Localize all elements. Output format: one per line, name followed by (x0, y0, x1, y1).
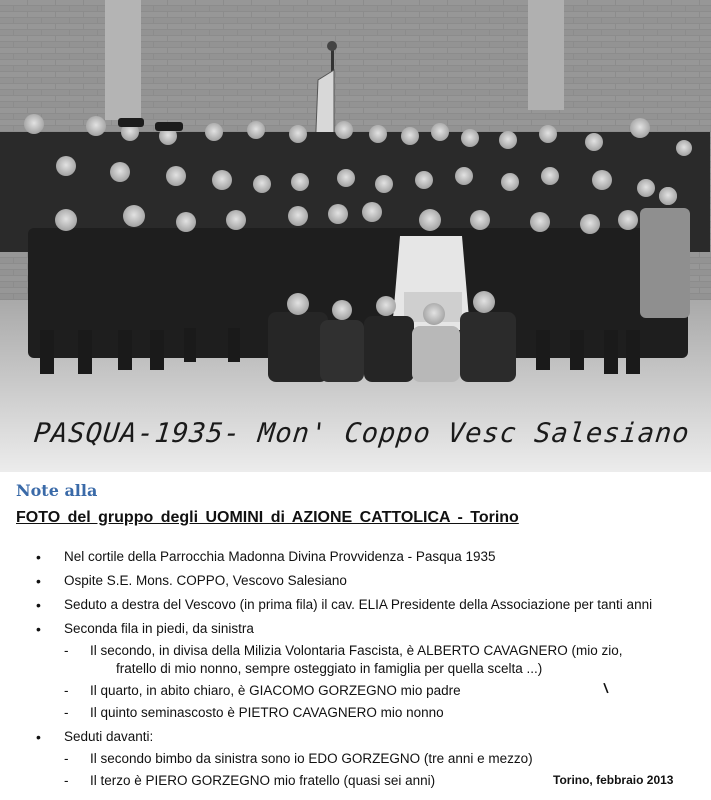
note-subitem-text: Il quinto seminascosto è PIETRO CAVAGNERO mio nonno (90, 705, 444, 720)
note-item-text: Seduti davanti: (64, 729, 154, 744)
note-title: Note alla (16, 481, 98, 500)
note-item-text: Seduto a destra del Vescovo (in prima fila) il cav. ELIA Presidente della Associazione per tanti anni (64, 597, 653, 612)
note-subitem (64, 679, 708, 700)
note-item-guest (36, 572, 708, 590)
note-subitem-text: Il quarto, in abito chiaro, è GIACOMO GORZEGNO mio padre (90, 683, 461, 698)
stray-mark: \ (602, 679, 610, 697)
note-item-second-row (36, 620, 708, 722)
note-item-text: Ospite S.E. Mons. COPPO, Vescovo Salesiano (64, 573, 347, 588)
note-subitem-continuation: fratello di mio nonno, sempre osteggiato in famiglia per quella scelta ...) (116, 661, 543, 676)
note-subitem (64, 642, 708, 678)
photo-handwritten-caption: PASQUA-1935- Mon' Coppo Vesc Salesiano (32, 418, 692, 449)
note-subitem-text: Il secondo bimbo da sinistra sono io EDO GORZEGNO (tre anni e mezzo) (90, 751, 533, 766)
note-subitem (64, 750, 708, 768)
note-item-text: Seconda fila in piedi, da sinistra (64, 621, 254, 636)
note-subitem-text: Il secondo, in divisa della Milizia Volontaria Fascista, è ALBERTO CAVAGNERO (mio zio, (90, 643, 623, 658)
note-heading: FOTO del gruppo degli UOMINI di AZIONE CATTOLICA - Torino (16, 509, 519, 526)
note-date: Torino, febbraio 2013 (553, 773, 674, 787)
note-item-location (36, 548, 708, 566)
notes-list (36, 548, 708, 796)
note-subitem-text: Il terzo è PIERO GORZEGNO mio fratello (quasi sei anni) (90, 773, 436, 788)
note-item-text: Nel cortile della Parrocchia Madonna Divina Provvidenza - Pasqua 1935 (64, 549, 496, 564)
note-sublist (64, 642, 708, 722)
note-subitem (64, 704, 708, 722)
note-item-president (36, 596, 708, 614)
